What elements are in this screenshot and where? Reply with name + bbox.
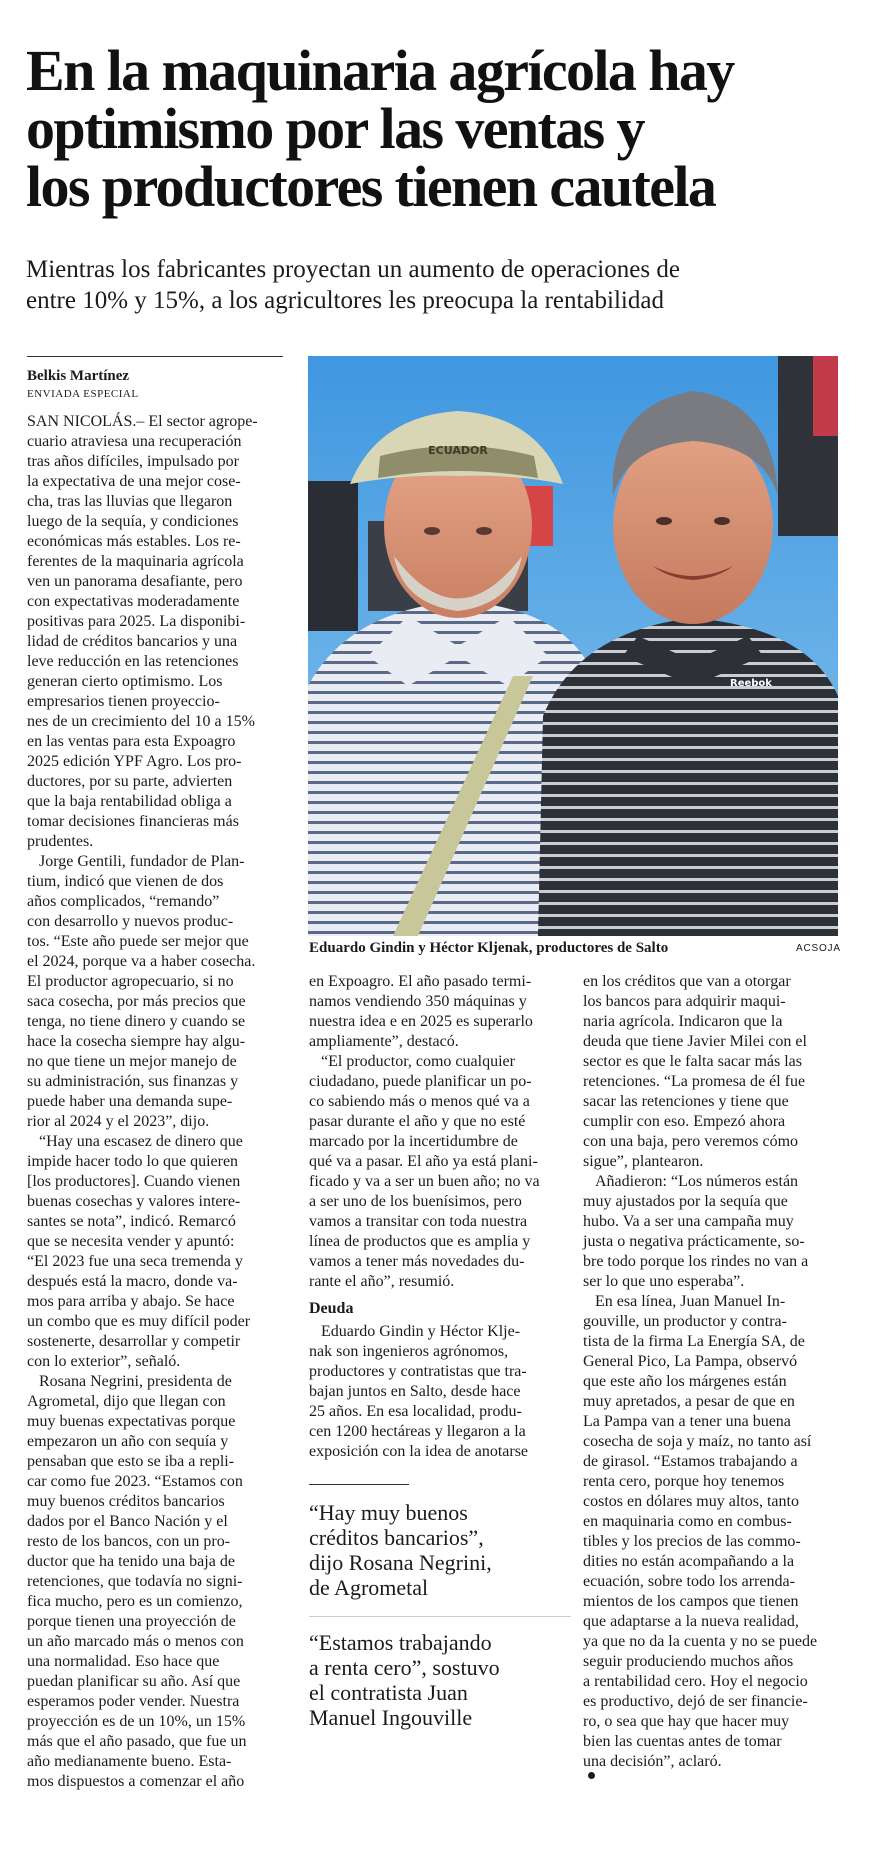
text-line: bien las cuentas antes de tomar [583,1733,782,1750]
text-line: tras años difíciles, impulsado por [27,453,239,470]
text-line: ferentes de la maquinaria agrícola [27,553,244,570]
text-line: productores y contratistas que tra- [309,1363,527,1380]
text-line: con expectativas moderadamente [27,593,240,610]
photo-illustration [308,356,838,936]
pullquote-line: el contratista Juan [309,1680,468,1705]
text-line: deuda que tiene Javier Milei con el [583,1033,807,1050]
text-line: resto de los bancos, con un pro- [27,1533,231,1550]
text-line: la expectativa de una mejor cose- [27,473,241,490]
text-line: car como fue 2023. “Estamos con [27,1473,243,1490]
pullquote-line: dijo Rosana Negrini, [309,1550,492,1575]
text-line: proyección es de un 10%, un 15% [27,1713,246,1730]
text-line: renta cero, porque hoy tenemos [583,1473,785,1490]
text-line: puede haber una demanda supe- [27,1093,233,1110]
text-line: que se necesita vender y apuntó: [27,1233,235,1250]
text-line: bre todo porque los rindes no van a [583,1253,809,1270]
text-line: impide hacer todo lo que quieren [27,1153,239,1170]
text-line: tos. “Este año puede ser mejor que [27,933,249,950]
text-line: los bancos para adquirir maqui- [583,993,786,1010]
text-line: puedan planificar su año. Así que [27,1673,241,1690]
text-line: qué va a pasar. El año ya está plani- [309,1153,538,1170]
text-line: tista de la firma La Energía SA, de [583,1333,805,1350]
hat-text: ECUADOR [428,444,488,457]
text-line: gouville, un productor y contra- [583,1313,787,1330]
end-mark [588,1772,595,1779]
text-line: después está la macro, donde va- [27,1273,238,1290]
text-line: dados por el Banco Nación y el [27,1513,228,1530]
text-line: mientos de los campos que tienen [583,1593,799,1610]
text-line: saca cosecha, por más precios que [27,993,246,1010]
text-line: Jorge Gentili, fundador de Plan- [39,853,245,870]
text-line: con lo exterior”, señaló. [27,1353,181,1370]
pullquote-line: Manuel Ingouville [309,1705,473,1730]
text-line: es productivo, dejó de ser financie- [583,1693,808,1710]
text-line: 25 años. En esa localidad, produ- [309,1403,522,1420]
text-line: naria agrícola. Indicaron que la [583,1013,783,1030]
pullquote-line: de Agrometal [309,1575,429,1600]
text-line: seguir produciendo muchos años [583,1653,794,1670]
text-line: ductores, por su parte, advierten [27,773,233,790]
text-line: sacar las retenciones y tiene que [583,1093,789,1110]
column-2 [309,972,565,1292]
text-line: nak son ingenieros agrónomos, [309,1343,509,1360]
text-line: que adaptarse a la nueva realidad, [583,1613,799,1630]
text-line: su administración, sus finanzas y [27,1073,239,1090]
text-line: no que tiene un mejor manejo de [27,1053,237,1070]
section-subhead: Deuda [309,1300,354,1317]
text-line: ficado y va a ser un buen año; no va [309,1173,540,1190]
text-line: ecuación, sobre todo los arrenda- [583,1573,795,1590]
text-line: una normalidad. Eso hace que [27,1653,220,1670]
text-line: sigue”, plantearon. [583,1153,704,1170]
text-line: nes de un crecimiento del 10 a 15% [27,713,255,730]
text-line: ciudadano, puede planificar un po- [309,1073,532,1090]
text-line: marcado por la incertidumbre de [309,1133,518,1150]
text-line: sostenerte, desarrollar y competir [27,1333,241,1350]
pullquote-rule [309,1484,409,1485]
text-line: santes se nota”, indicó. Remarcó [27,1213,236,1230]
text-line: año medianamente bueno. Esta- [27,1753,232,1770]
photo-credit: ACSOJA [796,943,841,954]
text-line: un año marcado más o menos con [27,1633,244,1650]
text-line: luego de la sequía, y condiciones [27,513,239,530]
text-line: una decisión”, aclaró. [583,1752,839,1779]
byline-name: Belkis Martínez [27,368,130,384]
text-line: cha, tras las lluvias que llegaron [27,493,233,510]
deck [26,254,856,316]
text-line: a ser uno de los buenísimos, pero [309,1193,522,1210]
byline-rule [27,356,283,357]
text-line: en Expoagro. El año pasado termi- [309,973,532,990]
text-line: muy apretados, a pesar de que en [583,1393,795,1410]
pullquote-2 [309,1630,571,1730]
text-line: ampliamente”, destacó. [309,1033,459,1050]
text-line: mos dispuestos a comenzar el año [27,1773,245,1790]
text-line: dities no están acompañando a la [583,1553,795,1570]
text-line: General Pico, La Pampa, observó [583,1353,798,1370]
text-line: retenciones. “La promesa de él fue [583,1073,806,1090]
text-line: co sabiendo más o menos qué va a [309,1093,530,1110]
text-line: en las ventas para esta Expoagro [27,733,236,750]
text-line: cosecha de soja y maíz, no tanto así [583,1433,812,1450]
text-line: rante el año”, resumió. [309,1273,455,1290]
text-line: tomar decisiones financieras más [27,813,239,830]
text-line: pensaban que esto se iba a repli- [27,1453,235,1470]
text-line: en maquinaria como en combus- [583,1513,792,1530]
pullquote-line: “Hay muy buenos [309,1500,468,1525]
headline-line: los productores tienen cautela [26,154,716,219]
text-line: namos vendiendo 350 máquinas y [309,993,527,1010]
text-line: El productor agropecuario, si no [27,973,234,990]
pullquote-rule [309,1616,571,1617]
text-line: costos en dólares muy altos, tanto [583,1493,799,1510]
text-line: con una baja, pero veremos cómo [583,1133,799,1150]
text-line: pasar durante el año y que no esté [309,1113,526,1130]
text-line: línea de productos que es amplia y [309,1233,531,1250]
text-line: ro, o sea que hay que hacer muy [583,1713,790,1730]
text-line: leve reducción en las retenciones [27,653,239,670]
text-line: ven un panorama desafiante, pero [27,573,243,590]
byline-role: ENVIADA ESPECIAL [27,388,139,400]
text-line: bajan juntos en Salto, desde hace [309,1383,521,1400]
text-line: hubo. Va a ser una campaña muy [583,1213,794,1230]
text-line: de girasol. “Estamos trabajando a [583,1453,798,1470]
text-line: económicas más estables. Los re- [27,533,241,550]
text-line: “El 2023 fue una seca tremenda y [27,1253,243,1270]
photo-caption: Eduardo Gindin y Héctor Kljenak, productores de Salto [309,940,669,956]
column-3 [583,972,839,1779]
text-line: Agrometal, dijo que llegan con [27,1393,226,1410]
text-line: La Pampa van a tener una buena [583,1413,791,1430]
text-line: tenga, no tiene dinero y cuando se [27,1013,246,1030]
text-line: Rosana Negrini, presidenta de [39,1373,232,1390]
text-line: empresarios tienen proyeccio- [27,693,220,710]
text-line: con desarrollo y nuevos produc- [27,913,234,930]
text-line: fica mucho, pero es un comienzo, [27,1593,243,1610]
text-line: [los productores]. Cuando vienen [27,1173,241,1190]
column-2b [309,1322,565,1462]
text-line: rior al 2024 y el 2023”, dijo. [27,1113,210,1130]
text-line: ser lo que uno esperaba”. [583,1273,745,1290]
text-line: tium, indicó que vienen de dos [27,873,224,890]
text-line: prudentes. [27,833,94,850]
pullquote-line: a renta cero”, sostuvo [309,1655,500,1680]
text-line: más que el año pasado, que fue un [27,1733,247,1750]
deck-line: entre 10% y 15%, a los agricultores les preocupa la rentabilidad [26,287,664,314]
text-line: Eduardo Gindin y Héctor Klje- [321,1323,521,1340]
text-line: esperamos poder vender. Nuestra [27,1693,240,1710]
text-line: positivas para 2025. La disponibi- [27,613,246,630]
text-line: muy ajustados por la sequía que [583,1193,788,1210]
text-line: empezaron un año con sequía y [27,1433,229,1450]
pullquote-line: créditos bancarios”, [309,1525,484,1550]
text-line: buenas cosechas y valores intere- [27,1193,241,1210]
text-line: años complicados, “remando” [27,893,220,910]
headline-line: optimismo por las ventas y [26,96,644,161]
text-line: a rentabilidad cero. Hoy el negocio [583,1673,808,1690]
text-line: cen 1200 hectáreas y llegaron a la [309,1423,526,1440]
column-1 [27,412,283,1792]
text-line: hace la cosecha siempre hay algu- [27,1033,246,1050]
text-line: justa o negativa prácticamente, so- [583,1233,805,1250]
pullquote-1 [309,1500,571,1600]
text-line: vamos a transitar con toda nuestra [309,1213,528,1230]
text-line: porque tienen una proyección de [27,1613,236,1630]
text-line: en los créditos que van a otorgar [583,973,791,990]
text-line: ya que no da la cuenta y no se puede [583,1633,818,1650]
text-line: tibles y los precios de las commo- [583,1533,801,1550]
text-line: que este año los márgenes están [583,1373,787,1390]
shirt-text: Reebok [730,678,772,689]
article-photo [308,356,838,936]
text-line: 2025 edición YPF Agro. Los pro- [27,753,242,770]
text-line: exposición con la idea de anotarse [309,1443,529,1460]
text-line: retenciones, que todavía no signi- [27,1573,243,1590]
text-line: En esa línea, Juan Manuel In- [595,1293,786,1310]
text-line: que la baja rentabilidad obliga a [27,793,232,810]
pullquote-line: “Estamos trabajando [309,1630,492,1655]
text-line: cumplir con eso. Empezó ahora [583,1113,786,1130]
text-line: muy buenos créditos bancarios [27,1493,225,1510]
text-line: sector es que le falta sacar más las [583,1053,803,1070]
headline [26,38,856,219]
text-line: Añadieron: “Los números están [595,1173,799,1190]
headline-line: En la maquinaria agrícola hay [26,38,734,103]
text-line: ductor que ha tenido una baja de [27,1553,235,1570]
deck-line: Mientras los fabricantes proyectan un aumento de operaciones de [26,256,680,283]
text-line: cuario atraviesa una recuperación [27,433,242,450]
text-line: generan cierto optimismo. Los [27,673,223,690]
text-line: vamos a tener más novedades du- [309,1253,525,1270]
text-line: el 2024, porque va a haber cosecha. [27,953,256,970]
text-line: SAN NICOLÁS.– El sector agrope- [27,413,258,430]
text-line: “El productor, como cualquier [321,1053,515,1070]
text-line: “Hay una escasez de dinero que [39,1133,243,1150]
text-line: mos para arriba y abajo. Se hace [27,1293,235,1310]
text-line: un combo que es muy difícil poder [27,1313,251,1330]
text-line: lidad de créditos bancarios y una [27,633,238,650]
text-line: muy buenas expectativas porque [27,1413,236,1430]
text-line: nuestra idea e en 2025 es superarlo [309,1013,533,1030]
